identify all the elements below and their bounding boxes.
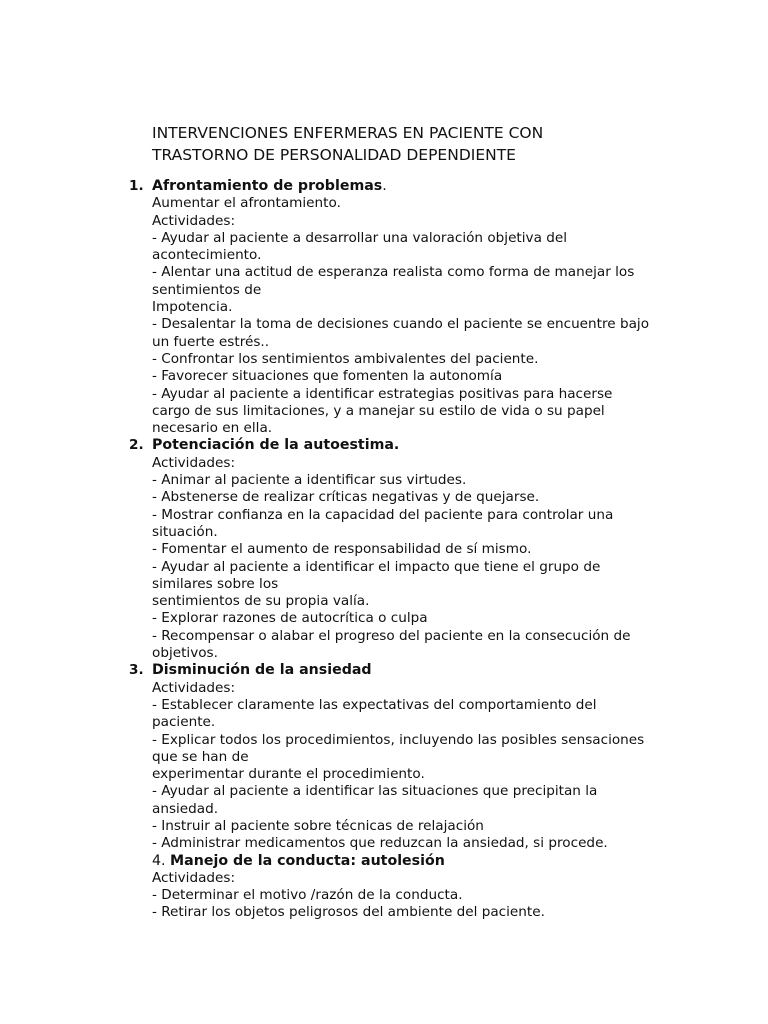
section-line: Impotencia. bbox=[152, 299, 233, 316]
section-line: - Favorecer situaciones que fomenten la autonomía bbox=[152, 368, 503, 385]
section-line: paciente. bbox=[152, 714, 216, 731]
section-line: Actividades: bbox=[152, 869, 236, 886]
title-line-1: INTERVENCIONES ENFERMERAS EN PACIENTE CON bbox=[152, 124, 544, 142]
section-4 bbox=[152, 853, 672, 922]
interventions-list bbox=[129, 178, 672, 922]
section-line: - Explorar razones de autocrítica o culpa bbox=[152, 610, 428, 627]
section-line: - Desalentar la toma de decisiones cuando el paciente se encuentre bajo bbox=[152, 316, 650, 333]
section-line: que se han de bbox=[152, 748, 249, 765]
section-line: - Determinar el motivo /razón de la conducta. bbox=[152, 887, 463, 904]
title-line-2: TRASTORNO DE PERSONALIDAD DEPENDIENTE bbox=[152, 146, 516, 164]
section-heading bbox=[152, 178, 672, 195]
section-2 bbox=[129, 437, 672, 662]
section-line: Actividades: bbox=[152, 454, 236, 471]
section-line: - Administrar medicamentos que reduzcan la ansiedad, si procede. bbox=[152, 835, 608, 852]
section-line: - Alentar una actitud de esperanza realista como forma de manejar los bbox=[152, 264, 635, 281]
section-number: 1. bbox=[129, 178, 144, 194]
section-line: ansiedad. bbox=[152, 800, 219, 817]
section-line: situación. bbox=[152, 523, 218, 540]
section-line: sentimientos de bbox=[152, 281, 262, 298]
section-line: - Instruir al paciente sobre técnicas de relajación bbox=[152, 817, 484, 834]
section-line: - Abstenerse de realizar críticas negativas y de quejarse. bbox=[152, 489, 540, 506]
section-number: 2. bbox=[129, 437, 144, 454]
section-line: cargo de sus limitaciones, y a manejar su estilo de vida o su papel bbox=[152, 402, 605, 419]
section-number: 4. bbox=[152, 852, 171, 869]
section-heading-text: Disminución de la ansiedad bbox=[152, 662, 372, 679]
section-line: - Confrontar los sentimientos ambivalentes del paciente. bbox=[152, 350, 539, 367]
section-heading-text: Manejo de la conducta: autolesión bbox=[170, 852, 445, 869]
section-line: similares sobre los bbox=[152, 575, 279, 592]
section-heading bbox=[152, 437, 672, 454]
section-line: - Ayudar al paciente a identificar el impacto que tiene el grupo de bbox=[152, 558, 601, 575]
section-heading bbox=[152, 853, 672, 870]
section-line: - Ayudar al paciente a desarrollar una valoración objetiva del bbox=[152, 229, 568, 246]
section-3 bbox=[129, 662, 672, 852]
section-line: - Fomentar el aumento de responsabilidad de sí mismo. bbox=[152, 541, 532, 558]
document-title bbox=[152, 122, 543, 166]
section-1 bbox=[129, 178, 672, 437]
section-line: necesario en ella. bbox=[152, 420, 273, 437]
section-line: acontecimiento. bbox=[152, 247, 262, 264]
section-line: - Ayudar al paciente a identificar las situaciones que precipitan la bbox=[152, 783, 598, 800]
section-line: Aumentar el afrontamiento. bbox=[152, 195, 341, 212]
section-line: - Explicar todos los procedimientos, incluyendo las posibles sensaciones bbox=[152, 731, 645, 748]
section-heading bbox=[152, 662, 672, 679]
section-line: - Retirar los objetos peligrosos del ambiente del paciente. bbox=[152, 904, 545, 921]
section-heading-text: Afrontamiento de problemas bbox=[152, 178, 383, 194]
section-line: - Ayudar al paciente a identificar estrategias positivas para hacerse bbox=[152, 385, 613, 402]
section-line: Actividades: bbox=[152, 679, 236, 696]
section-line: Actividades: bbox=[152, 212, 236, 229]
section-line: sentimientos de su propia valía. bbox=[152, 593, 370, 610]
section-line: - Animar al paciente a identificar sus virtudes. bbox=[152, 472, 467, 489]
section-line: - Establecer claramente las expectativas del comportamiento del bbox=[152, 696, 597, 713]
section-line: - Recompensar o alabar el progreso del paciente en la consecución de bbox=[152, 627, 631, 644]
section-line: un fuerte estrés.. bbox=[152, 333, 270, 350]
section-heading-text: Potenciación de la autoestima. bbox=[152, 437, 400, 454]
section-line: experimentar durante el procedimiento. bbox=[152, 766, 425, 783]
section-line: objetivos. bbox=[152, 645, 218, 662]
section-number: 3. bbox=[129, 662, 144, 679]
section-heading-suffix: . bbox=[382, 178, 387, 194]
section-line: - Mostrar confianza en la capacidad del paciente para controlar una bbox=[152, 506, 614, 523]
